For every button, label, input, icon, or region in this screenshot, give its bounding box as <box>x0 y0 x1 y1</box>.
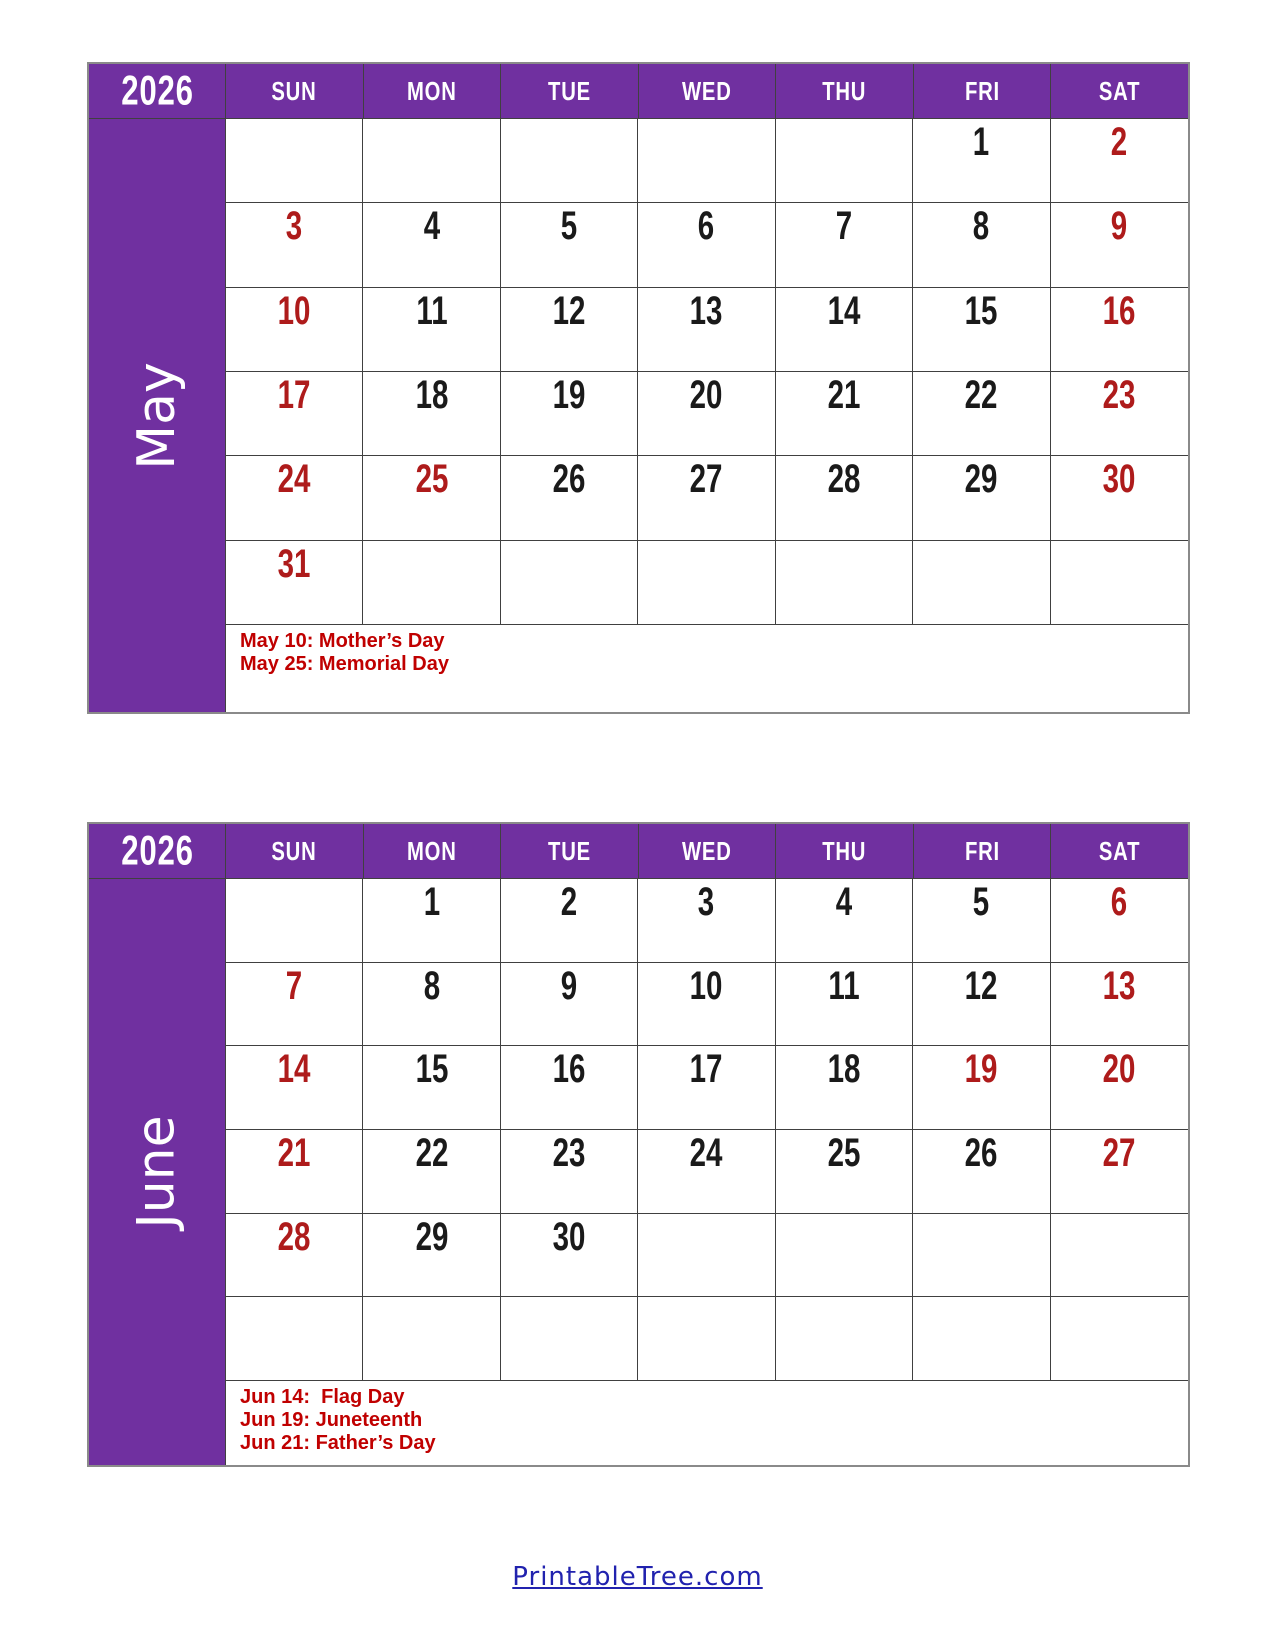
day-number: 7 <box>835 203 853 249</box>
day-number: 28 <box>827 456 861 502</box>
year-label: 2026 <box>120 827 194 874</box>
day-cell <box>1051 1297 1188 1381</box>
day-number: 25 <box>827 1129 861 1176</box>
day-cell <box>501 1130 638 1214</box>
day-number: 11 <box>416 287 448 333</box>
day-number: 14 <box>827 287 861 333</box>
day-number: 4 <box>423 203 440 249</box>
calendar-may-2026 <box>87 62 1190 714</box>
day-number: 10 <box>690 962 723 1008</box>
holiday-notes <box>226 625 1188 712</box>
day-cell <box>1051 288 1188 372</box>
weekday-header-sat: SAT <box>1051 824 1188 879</box>
day-number: 21 <box>277 1129 311 1176</box>
year-cell <box>89 824 226 879</box>
day-cell <box>501 119 638 203</box>
day-cell <box>501 963 638 1047</box>
day-number: 12 <box>552 287 586 333</box>
day-cell <box>638 372 775 456</box>
day-number: 19 <box>552 371 586 418</box>
printabletree-link[interactable]: PrintableTree.com <box>512 1562 763 1592</box>
day-cell <box>1051 372 1188 456</box>
day-number: 27 <box>1102 1129 1136 1176</box>
day-cell <box>363 288 500 372</box>
day-cell <box>226 541 363 625</box>
weekday-header-sun: SUN <box>226 64 364 119</box>
day-number: 1 <box>973 118 990 165</box>
day-cell <box>1051 1130 1188 1214</box>
day-cell <box>913 1214 1050 1298</box>
day-cell <box>638 1130 775 1214</box>
year-cell <box>89 64 226 119</box>
day-number: 14 <box>277 1046 311 1092</box>
weekday-header-mon: MON <box>364 824 502 879</box>
day-cell <box>913 288 1050 372</box>
weekday-header-wed: WED <box>639 64 777 119</box>
day-cell <box>363 879 500 963</box>
day-cell <box>1051 879 1188 963</box>
day-number: 5 <box>973 878 990 925</box>
day-cell <box>776 1214 913 1298</box>
weekday-header-tue: TUE <box>501 824 639 879</box>
day-number: 3 <box>698 878 715 925</box>
day-cell <box>776 1046 913 1130</box>
holiday-entry: Jun 21: Father’s Day <box>240 1432 436 1454</box>
day-number: 12 <box>964 962 998 1008</box>
day-cell <box>226 1297 363 1381</box>
day-number: 13 <box>690 287 723 333</box>
day-number: 26 <box>964 1129 998 1176</box>
day-cell <box>776 456 913 540</box>
day-cell <box>363 1214 500 1298</box>
month-name-label: June <box>127 1115 187 1229</box>
day-cell <box>501 541 638 625</box>
day-number: 28 <box>277 1213 311 1259</box>
day-cell <box>913 119 1050 203</box>
day-grid <box>226 879 1188 1381</box>
calendar-header-row <box>89 64 1188 119</box>
footer <box>0 1562 1275 1592</box>
day-cell <box>363 203 500 287</box>
weekday-header-sun: SUN <box>226 824 364 879</box>
holiday-notes <box>226 1381 1188 1465</box>
day-cell <box>501 203 638 287</box>
day-number: 22 <box>964 371 998 418</box>
day-number: 17 <box>277 371 311 418</box>
day-number: 19 <box>964 1046 998 1092</box>
day-cell <box>501 456 638 540</box>
day-cell <box>776 288 913 372</box>
day-cell <box>776 1297 913 1381</box>
month-name-label: May <box>126 361 187 470</box>
weekday-header-sat: SAT <box>1051 64 1188 119</box>
day-cell <box>913 1130 1050 1214</box>
day-number: 16 <box>552 1046 586 1092</box>
day-cell <box>913 541 1050 625</box>
day-cell <box>1051 1046 1188 1130</box>
day-number: 1 <box>423 878 440 925</box>
day-cell <box>638 879 775 963</box>
day-cell <box>226 1130 363 1214</box>
day-cell <box>226 1046 363 1130</box>
day-number: 20 <box>1102 1046 1136 1092</box>
holiday-entry: Jun 14: Flag Day <box>240 1386 405 1408</box>
day-number: 29 <box>415 1213 449 1259</box>
day-number: 16 <box>1102 287 1136 333</box>
weekday-header-wed: WED <box>639 824 777 879</box>
day-cell <box>638 541 775 625</box>
day-number: 6 <box>698 203 715 249</box>
day-number: 8 <box>973 203 990 249</box>
day-cell <box>913 1297 1050 1381</box>
day-number: 30 <box>552 1213 586 1259</box>
day-number: 20 <box>690 371 723 418</box>
month-sidebar <box>89 879 226 1465</box>
day-number: 26 <box>552 456 586 502</box>
day-cell <box>501 372 638 456</box>
day-cell <box>776 119 913 203</box>
day-number: 24 <box>690 1129 723 1176</box>
day-cell <box>363 1130 500 1214</box>
holiday-entry: May 25: Memorial Day <box>240 653 449 675</box>
day-cell <box>776 203 913 287</box>
day-cell <box>501 1046 638 1130</box>
day-cell <box>363 1297 500 1381</box>
weekday-header-fri: FRI <box>914 824 1052 879</box>
day-cell <box>226 456 363 540</box>
day-number: 4 <box>835 878 853 925</box>
calendar-header-row <box>89 824 1188 879</box>
day-cell <box>1051 963 1188 1047</box>
day-cell <box>501 288 638 372</box>
day-cell <box>501 879 638 963</box>
day-number: 23 <box>1102 371 1136 418</box>
day-cell <box>638 1297 775 1381</box>
day-cell <box>913 1046 1050 1130</box>
day-number: 3 <box>285 203 303 249</box>
day-cell <box>1051 1214 1188 1298</box>
day-cell <box>776 879 913 963</box>
weekday-header-mon: MON <box>364 64 502 119</box>
day-number: 10 <box>277 287 311 333</box>
day-cell <box>501 1214 638 1298</box>
day-number: 22 <box>415 1129 449 1176</box>
day-cell <box>363 119 500 203</box>
day-cell <box>776 1130 913 1214</box>
day-number: 18 <box>827 1046 861 1092</box>
day-cell <box>638 1046 775 1130</box>
calendar-body <box>89 119 1188 712</box>
day-cell <box>226 203 363 287</box>
weekday-header-tue: TUE <box>501 64 639 119</box>
day-cell <box>363 456 500 540</box>
day-cell <box>913 203 1050 287</box>
day-number: 23 <box>552 1129 586 1176</box>
day-number: 15 <box>415 1046 449 1092</box>
day-number: 25 <box>415 456 449 502</box>
day-grid <box>226 119 1188 625</box>
calendar-body <box>89 879 1188 1465</box>
day-cell <box>913 372 1050 456</box>
day-number: 24 <box>277 456 311 502</box>
day-cell <box>1051 119 1188 203</box>
day-cell <box>638 119 775 203</box>
day-cell <box>1051 456 1188 540</box>
weekday-header-fri: FRI <box>914 64 1052 119</box>
day-number: 11 <box>828 962 860 1008</box>
day-number: 8 <box>423 962 440 1008</box>
weekday-header-thu: THU <box>776 824 914 879</box>
day-cell <box>776 963 913 1047</box>
day-number: 6 <box>1111 878 1128 925</box>
day-cell <box>1051 541 1188 625</box>
day-cell <box>501 1297 638 1381</box>
day-number: 30 <box>1102 456 1136 502</box>
day-cell <box>226 288 363 372</box>
day-number: 2 <box>560 878 578 925</box>
holiday-entry: Jun 19: Juneteenth <box>240 1409 423 1431</box>
day-cell <box>226 1214 363 1298</box>
day-number: 21 <box>827 371 861 418</box>
day-cell <box>226 372 363 456</box>
day-cell <box>226 963 363 1047</box>
day-number: 18 <box>415 371 449 418</box>
day-cell <box>638 288 775 372</box>
weekday-header-thu: THU <box>776 64 914 119</box>
day-cell <box>776 541 913 625</box>
day-cell <box>226 879 363 963</box>
day-cell <box>638 456 775 540</box>
day-cell <box>363 372 500 456</box>
day-cell <box>913 879 1050 963</box>
day-number: 2 <box>1111 118 1128 165</box>
day-number: 9 <box>560 962 578 1008</box>
calendar-june-2026 <box>87 822 1190 1467</box>
day-cell <box>1051 203 1188 287</box>
day-number: 17 <box>690 1046 723 1092</box>
day-number: 7 <box>285 962 303 1008</box>
day-number: 5 <box>560 203 578 249</box>
day-cell <box>638 963 775 1047</box>
day-cell <box>638 1214 775 1298</box>
day-number: 15 <box>964 287 998 333</box>
day-cell <box>638 203 775 287</box>
day-number: 29 <box>964 456 998 502</box>
day-cell <box>913 963 1050 1047</box>
day-cell <box>363 1046 500 1130</box>
day-number: 9 <box>1111 203 1128 249</box>
day-number: 31 <box>277 540 311 586</box>
day-cell <box>913 456 1050 540</box>
day-cell <box>776 372 913 456</box>
day-number: 27 <box>690 456 723 502</box>
day-cell <box>363 963 500 1047</box>
holiday-entry: May 10: Mother’s Day <box>240 630 445 652</box>
day-cell <box>363 541 500 625</box>
year-label: 2026 <box>120 67 194 114</box>
day-cell <box>226 119 363 203</box>
day-number: 13 <box>1102 962 1136 1008</box>
month-sidebar <box>89 119 226 712</box>
